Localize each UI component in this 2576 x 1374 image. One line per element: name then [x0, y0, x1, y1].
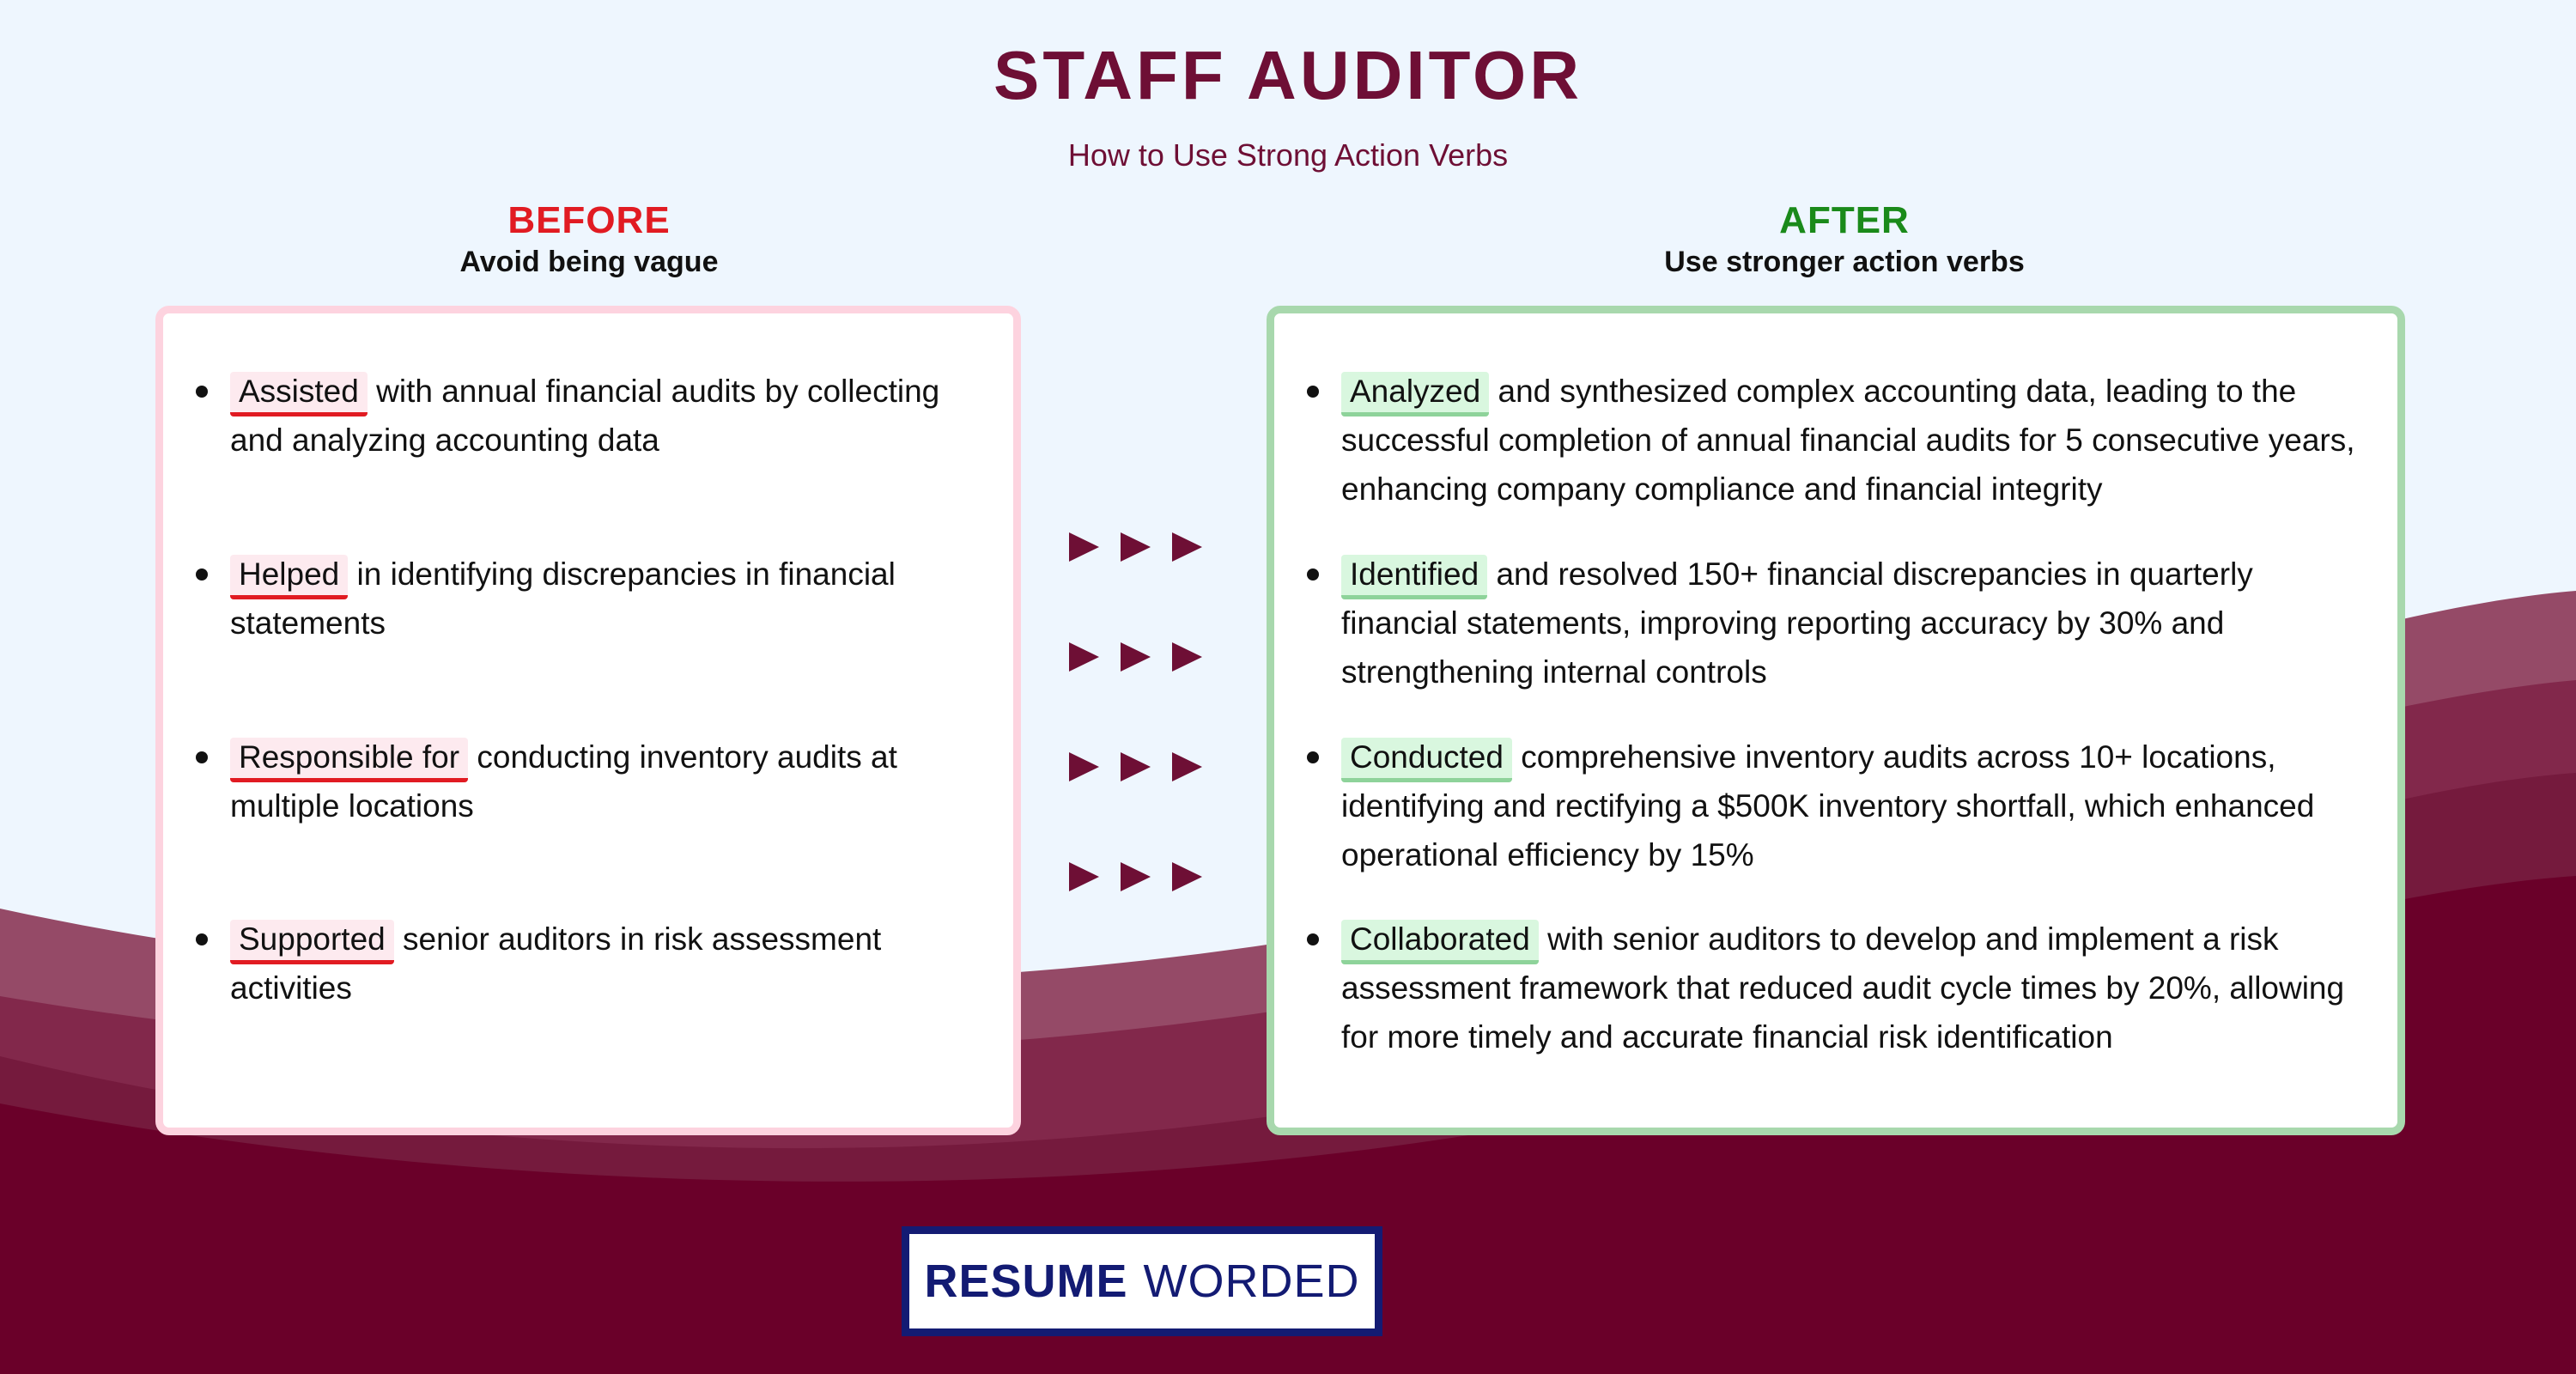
before-bullet: [189, 915, 987, 1012]
before-bullet: [189, 733, 987, 830]
resume-worded-logo: [902, 1226, 1382, 1336]
before-bullet: [189, 367, 987, 465]
after-bullet: [1300, 367, 2372, 514]
bullet-text: with senior auditors to develop and implement a risk assessment framework that reduced audit cycle times by 20%, allowing for more timely and accurate financial risk identification: [1341, 921, 2345, 1055]
bullet-text: conducting inventory audits at multiple locations: [230, 739, 897, 824]
triple-play-arrow-icon: [1065, 855, 1211, 898]
page-title: STAFF AUDITOR: [993, 37, 1583, 113]
weak-verb: Supported: [230, 920, 394, 964]
bullet-dot-icon: [196, 568, 208, 581]
weak-verb: Responsible for: [230, 738, 468, 782]
strong-verb: Collaborated: [1341, 920, 1539, 964]
triple-play-arrow-icon: [1065, 745, 1211, 788]
bullet-dot-icon: [1307, 933, 1319, 945]
logo-regular-text: WORDED: [1143, 1255, 1360, 1307]
bullet-text: and resolved 150+ financial discrepancies in quarterly financial statements, improving reporting accuracy by 30% and strengthening internal controls: [1341, 556, 2253, 690]
bullet-dot-icon: [196, 751, 208, 763]
bullet-dot-icon: [1307, 751, 1319, 763]
bullet-text: senior auditors in risk assessment activities: [230, 921, 882, 1006]
logo-bold-text: RESUME: [924, 1255, 1128, 1307]
triple-play-arrow-icon: [1065, 526, 1211, 568]
weak-verb: Helped: [230, 555, 348, 599]
bullet-text: in identifying discrepancies in financial statements: [230, 556, 896, 641]
after-header: [1415, 199, 2274, 279]
strong-verb: Conducted: [1341, 738, 1512, 782]
bullet-text: with annual financial audits by collecting and analyzing accounting data: [230, 374, 940, 458]
before-label: BEFORE: [507, 199, 671, 241]
strong-verb: Analyzed: [1341, 372, 1489, 416]
bullet-dot-icon: [1307, 386, 1319, 398]
bullet-text: comprehensive inventory audits across 10+ locations, identifying and rectifying a $500K inventory shortfall, which enhanced operational efficiency by 15%: [1341, 739, 2315, 872]
strong-verb: Identified: [1341, 555, 1487, 599]
before-bullet: [189, 550, 987, 647]
page-subtitle: How to Use Strong Action Verbs: [1067, 137, 1509, 173]
after-bullet: [1300, 550, 2372, 696]
bullet-dot-icon: [196, 386, 208, 398]
before-sublabel: Avoid being vague: [459, 246, 719, 278]
weak-verb: Assisted: [230, 372, 368, 416]
bullet-dot-icon: [1307, 568, 1319, 581]
after-bullet: [1300, 733, 2372, 879]
after-label: AFTER: [1779, 199, 1910, 241]
after-panel: [1267, 306, 2405, 1135]
bullet-text: and synthesized complex accounting data, leading to the successful completion of annual financial audits for 5 consecutive years, enhancing company compliance and financial integrity: [1341, 374, 2355, 507]
after-bullet: [1300, 915, 2372, 1061]
before-panel: [155, 306, 1021, 1135]
before-header: [160, 199, 1018, 279]
triple-play-arrow-icon: [1065, 635, 1211, 678]
after-sublabel: Use stronger action verbs: [1664, 246, 2025, 278]
bullet-dot-icon: [196, 933, 208, 945]
